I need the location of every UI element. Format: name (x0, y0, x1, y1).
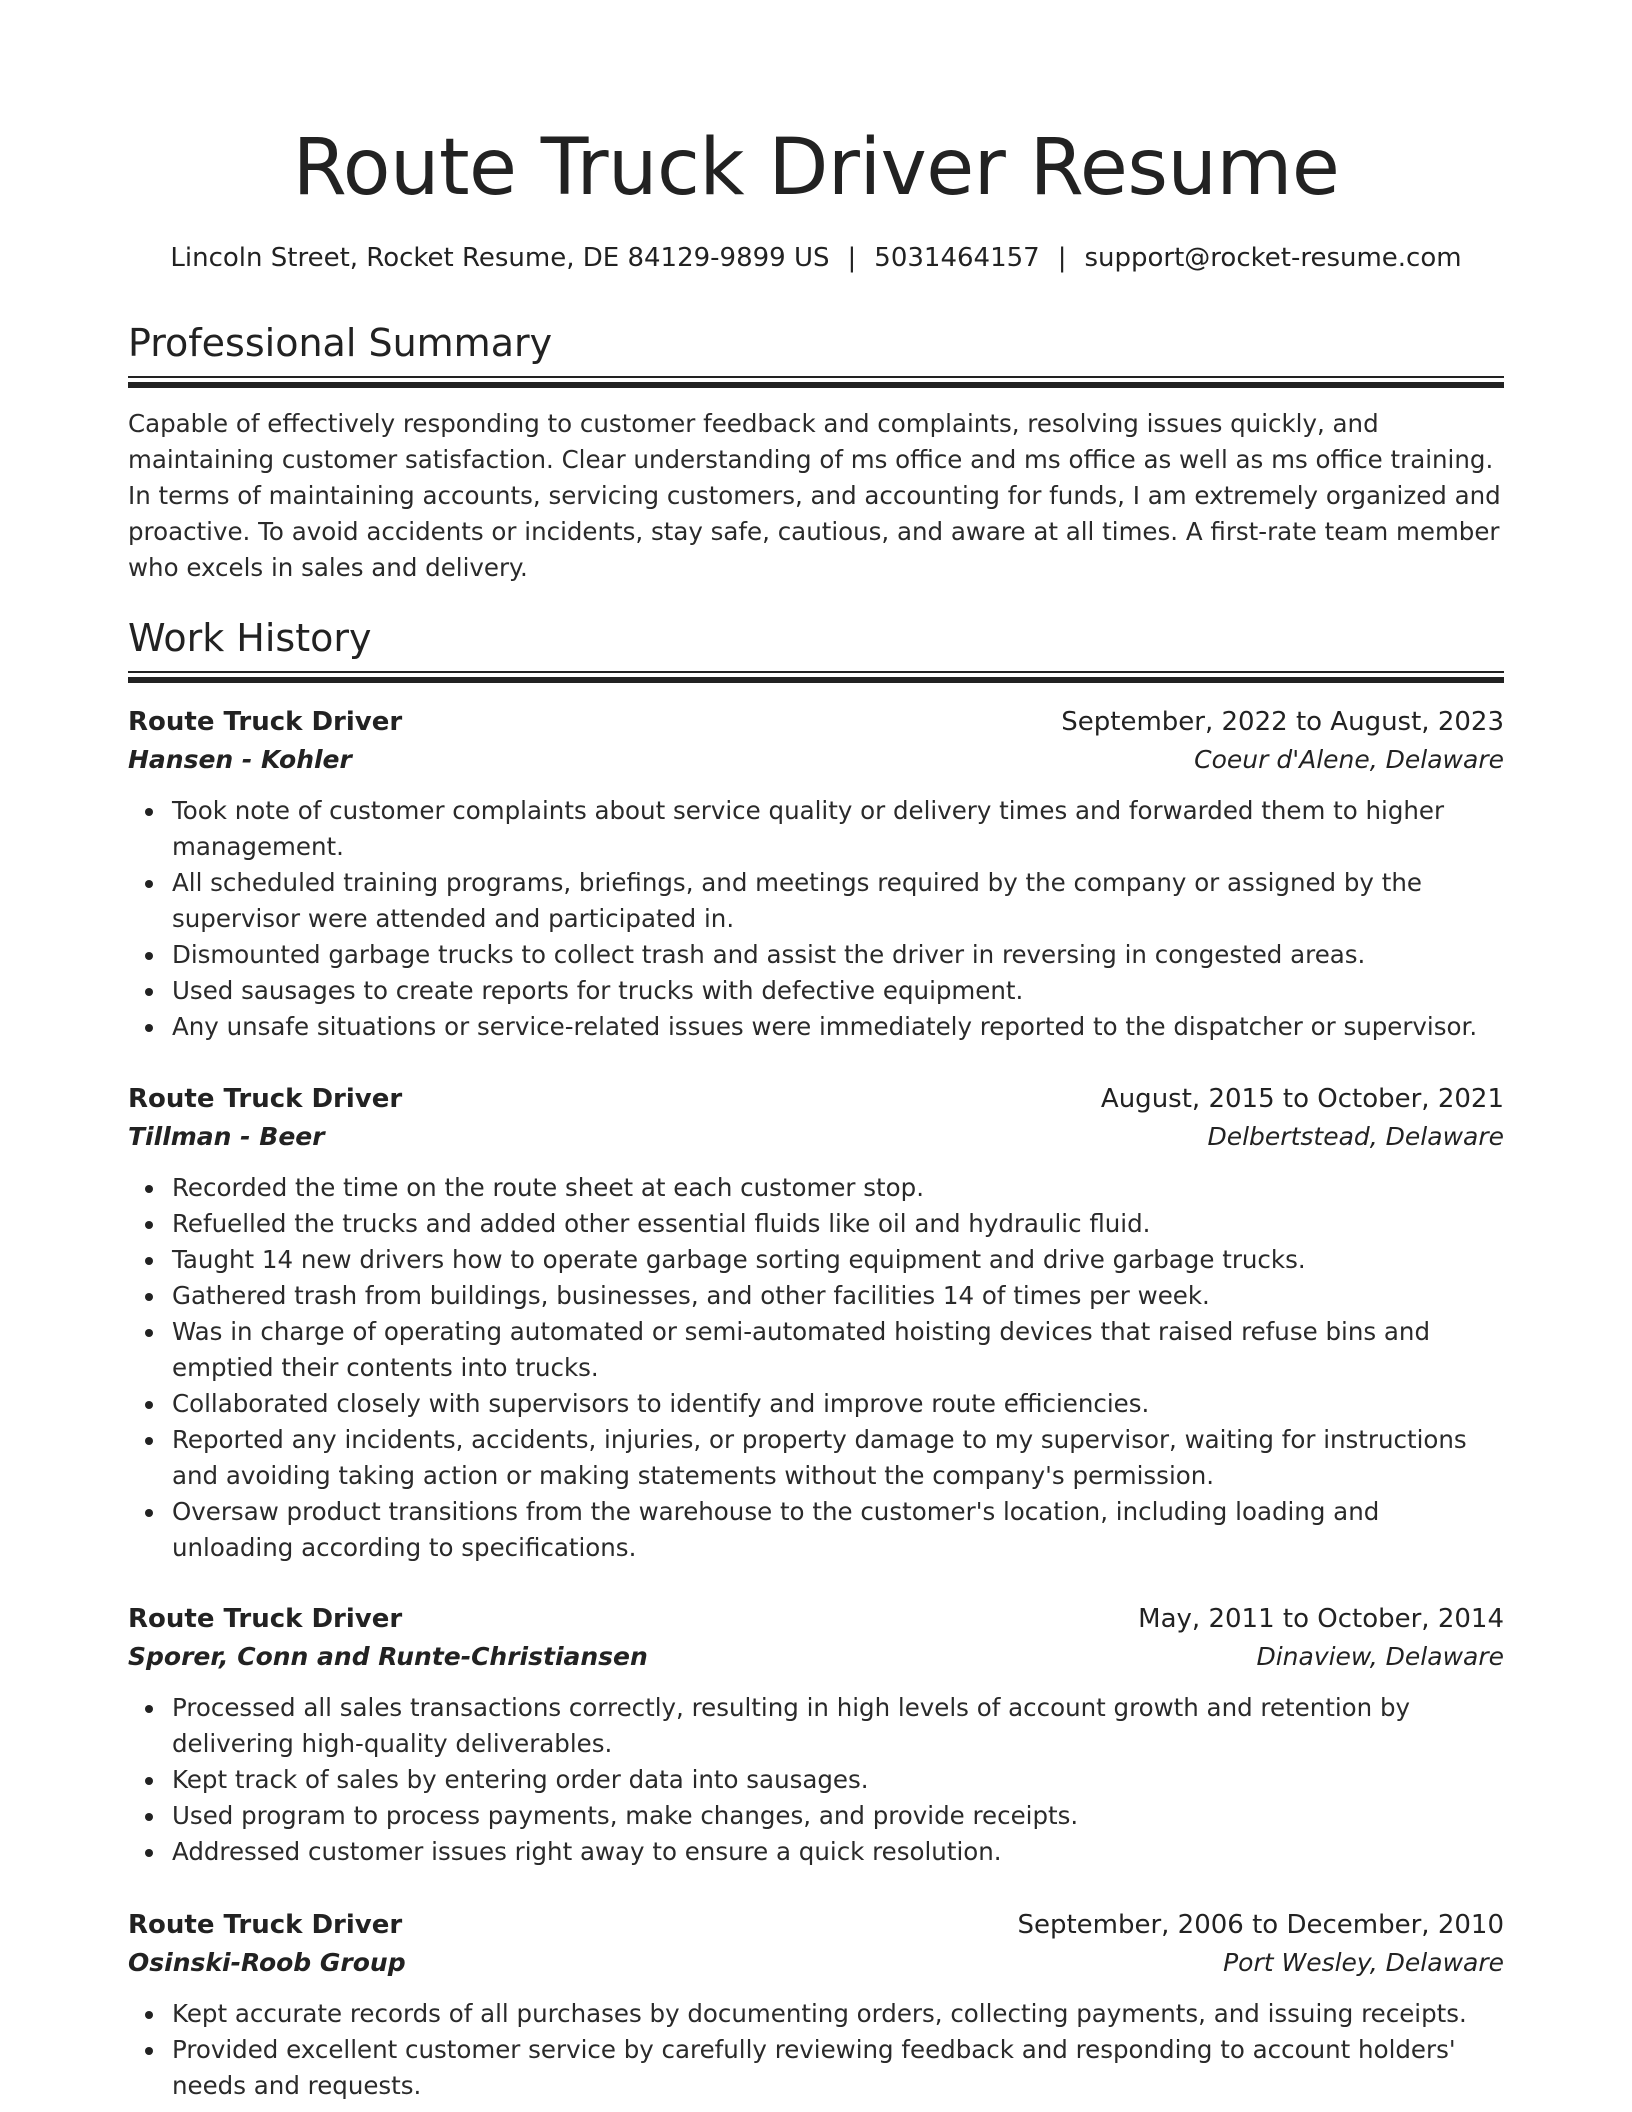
contact-email: support@rocket-resume.com (1084, 243, 1462, 273)
job-header-row (128, 703, 1504, 741)
job-header-row (128, 1906, 1504, 1944)
job-subheader-row (128, 1944, 1504, 1982)
job-bullet: Used program to process payments, make changes, and provide receipts. (128, 1798, 1504, 1834)
contact-separator: | (847, 243, 857, 273)
job-entry (128, 703, 1504, 1045)
job-bullet: Any unsafe situations or service-related issues were immediately reported to the dispatcher or supervisor. (128, 1009, 1504, 1045)
job-bullet: Collaborated closely with supervisors to identify and improve route efficiencies. (128, 1386, 1504, 1422)
job-bullet-list (128, 1690, 1504, 1870)
job-entry (128, 1600, 1504, 1870)
summary-text: Capable of effectively responding to customer feedback and complaints, resolving issues quickly, and maintaining customer satisfaction. Clear understanding of ms office and ms office as well as ms office training. In terms of maintaining accounts, servicing customers, and accounting for funds, I am extremely organized and proactive. To avoid accidents or incidents, stay safe, cautious, and aware at all times. A first-rate team member who excels in sales and delivery. (128, 409, 1501, 582)
job-title: Route Truck Driver (128, 707, 403, 737)
job-bullet: Dismounted garbage trucks to collect trash and assist the driver in reversing in congested areas. (128, 937, 1504, 973)
job-title: Route Truck Driver (128, 1084, 403, 1114)
job-dates: September, 2006 to December, 2010 (1017, 1910, 1504, 1940)
job-bullet: Refuelled the trucks and added other essential fluids like oil and hydraulic fluid. (128, 1206, 1504, 1242)
job-dates: May, 2011 to October, 2014 (1138, 1604, 1504, 1634)
job-subheader-row (128, 1638, 1504, 1676)
section-heading-summary: Professional Summary (128, 321, 553, 365)
job-location: Coeur d'Alene, Delaware (1194, 745, 1504, 774)
resume-title: Route Truck Driver Resume (292, 123, 1340, 213)
job-bullet: Processed all sales transactions correctly, resulting in high levels of account growth and retention by delivering high-quality deliverables. (128, 1690, 1504, 1762)
contact-line (128, 238, 1504, 278)
contact-separator: | (1057, 243, 1067, 273)
job-bullet: Kept track of sales by entering order data into sausages. (128, 1762, 1504, 1798)
job-title: Route Truck Driver (128, 1910, 403, 1940)
job-dates: August, 2015 to October, 2021 (1100, 1084, 1504, 1114)
job-bullet: All scheduled training programs, briefings, and meetings required by the company or assigned by the supervisor were attended and participated in. (128, 865, 1504, 937)
job-subheader-row (128, 1118, 1504, 1156)
job-company: Hansen - Kohler (128, 745, 352, 774)
job-bullet: Took note of customer complaints about service quality or delivery times and forwarded them to higher management. (128, 793, 1504, 865)
job-bullet: Addressed customer issues right away to ensure a quick resolution. (128, 1834, 1504, 1870)
job-company: Osinski-Roob Group (128, 1948, 406, 1977)
job-bullet: Reported any incidents, accidents, injuries, or property damage to my supervisor, waiting for instructions and avoiding taking action or making statements without the company's permission. (128, 1422, 1504, 1494)
job-location: Port Wesley, Delaware (1223, 1948, 1504, 1977)
job-bullet: Kept accurate records of all purchases by documenting orders, collecting payments, and issuing receipts. (128, 1996, 1504, 2032)
job-bullet: Taught 14 new drivers how to operate garbage sorting equipment and drive garbage trucks. (128, 1242, 1504, 1278)
job-bullet: Used sausages to create reports for trucks with defective equipment. (128, 973, 1504, 1009)
job-bullet: Oversaw product transitions from the warehouse to the customer's location, including loading and unloading according to specifications. (128, 1494, 1504, 1566)
job-header-row (128, 1080, 1504, 1118)
job-bullet-list (128, 793, 1504, 1045)
job-bullet-list (128, 1996, 1504, 2104)
job-location: Delbertstead, Delaware (1207, 1122, 1504, 1151)
job-header-row (128, 1600, 1504, 1638)
contact-address: Lincoln Street, Rocket Resume, DE 84129-9899 US (170, 243, 830, 273)
job-bullet-list (128, 1170, 1504, 1566)
contact-phone: 5031464157 (874, 243, 1040, 273)
section-heading-work-history: Work History (128, 616, 372, 660)
job-company: Tillman - Beer (128, 1122, 325, 1151)
job-subheader-row (128, 741, 1504, 779)
job-bullet: Recorded the time on the route sheet at each customer stop. (128, 1170, 1504, 1206)
job-location: Dinaview, Delaware (1256, 1642, 1504, 1671)
job-company: Sporer, Conn and Runte-Christiansen (128, 1642, 648, 1671)
job-entry (128, 1906, 1504, 2104)
job-dates: September, 2022 to August, 2023 (1061, 707, 1504, 737)
section-divider (128, 376, 1504, 386)
job-title: Route Truck Driver (128, 1604, 403, 1634)
job-bullet: Gathered trash from buildings, businesses, and other facilities 14 of times per week. (128, 1278, 1504, 1314)
job-bullet: Provided excellent customer service by carefully reviewing feedback and responding to account holders' needs and requests. (128, 2032, 1504, 2104)
job-entry (128, 1080, 1504, 1566)
section-divider (128, 671, 1504, 681)
job-bullet: Was in charge of operating automated or semi-automated hoisting devices that raised refuse bins and emptied their contents into trucks. (128, 1314, 1504, 1386)
